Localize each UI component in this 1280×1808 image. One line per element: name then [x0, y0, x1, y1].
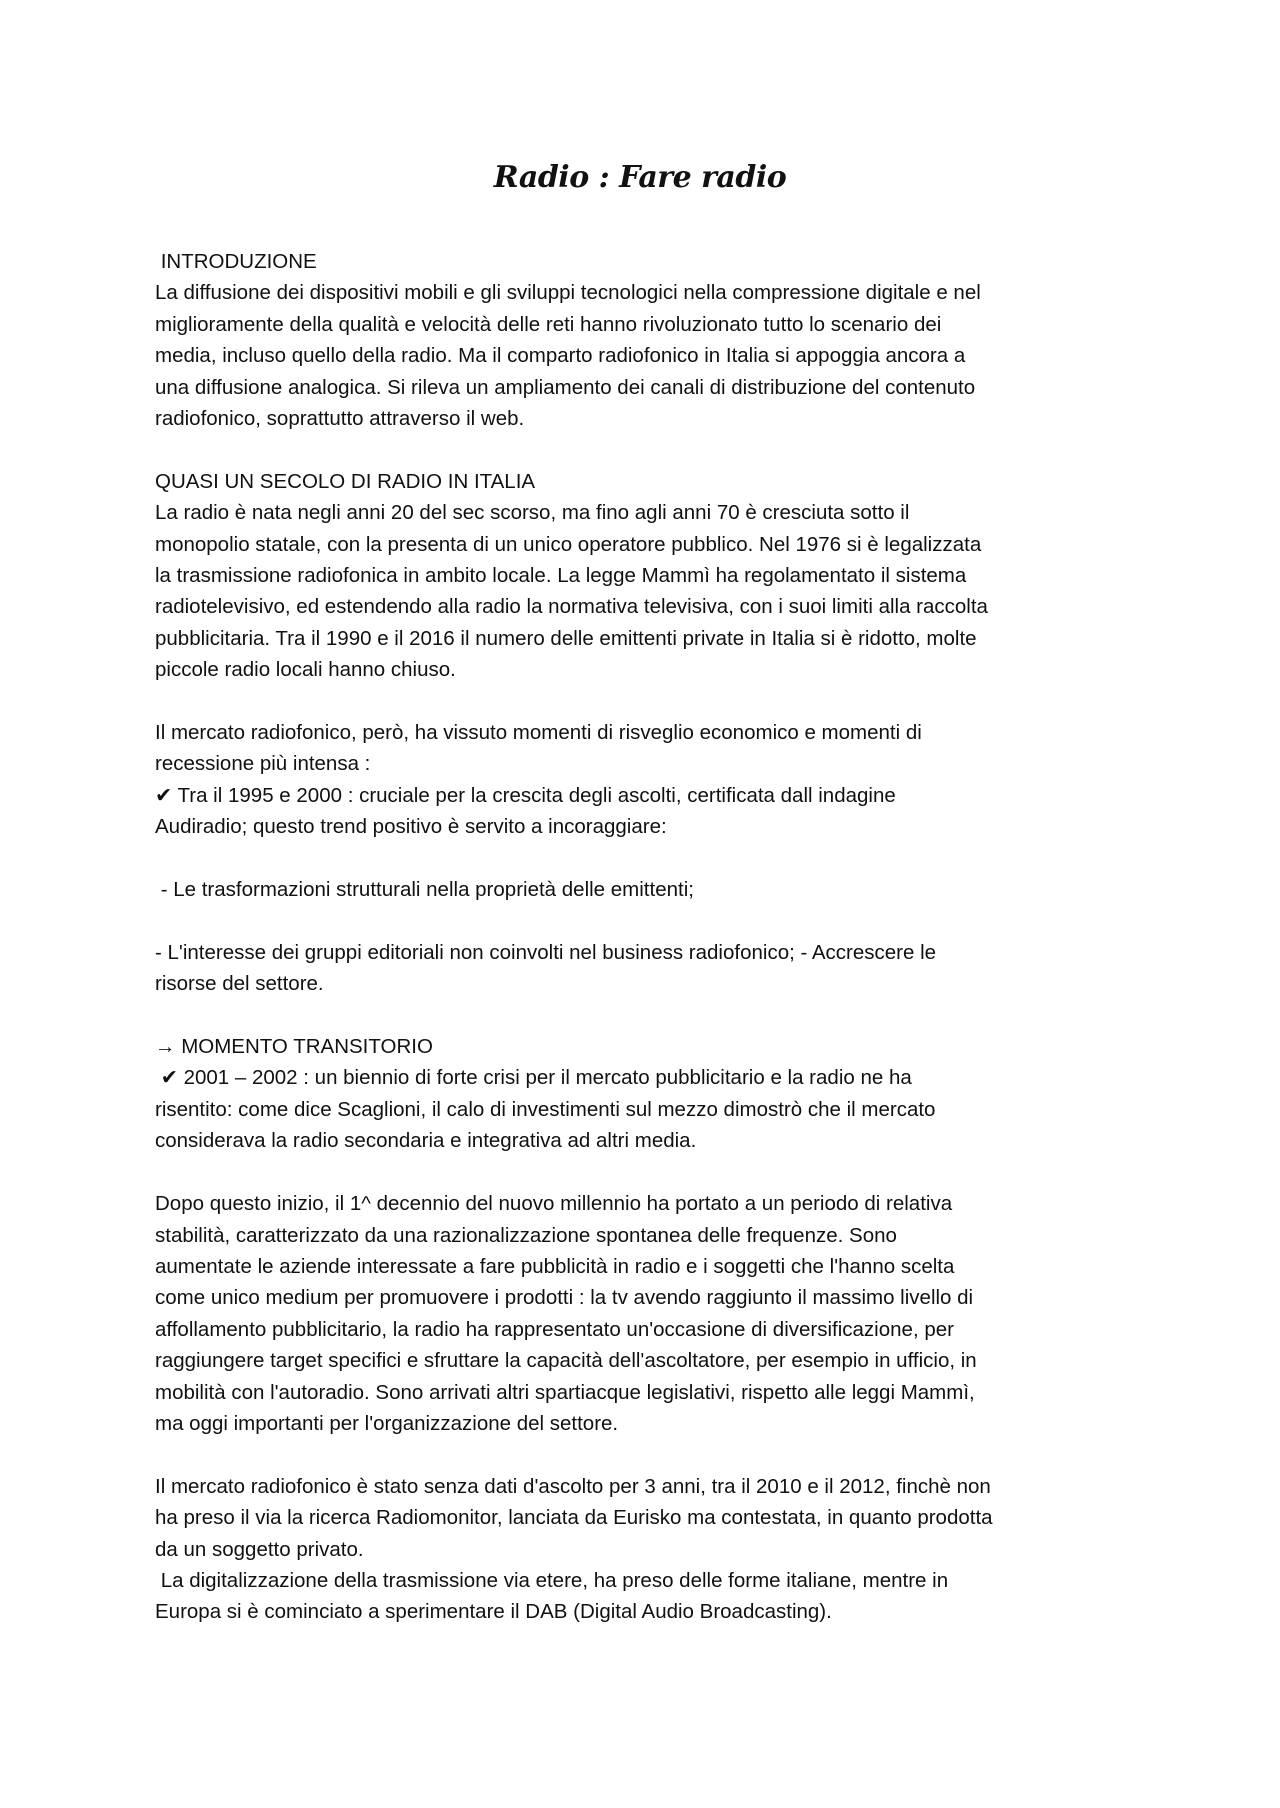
- text-line: Audiradio; questo trend positivo è servito a incoraggiare:: [155, 815, 667, 839]
- text-line: radiotelevisivo, ed estendendo alla radio la normativa televisiva, con i suoi limiti alla raccolta: [155, 595, 988, 619]
- document-title: Radio : Fare radio: [493, 160, 787, 195]
- checkmark-item: ✔ 2001 – 2002 : un biennio di forte crisi per il mercato pubblicitario e la radio ne ha: [155, 1066, 912, 1090]
- text-line: considerava la radio secondaria e integrativa ad altri media.: [155, 1129, 697, 1153]
- text-line: ma oggi importanti per l'organizzazione del settore.: [155, 1411, 619, 1435]
- section-heading-introduzione: INTRODUZIONE: [155, 250, 317, 273]
- text-line: La diffusione dei dispositivi mobili e gli sviluppi tecnologici nella compressione digitale e nel: [155, 281, 981, 305]
- text-line: la trasmissione radiofonica in ambito locale. La legge Mammì ha regolamentato il sistema: [155, 564, 967, 588]
- text-line: media, incluso quello della radio. Ma il comparto radiofonico in Italia si appoggia ancora a: [155, 344, 966, 368]
- text-line: ha preso il via la ricerca Radiomonitor, lanciata da Eurisko ma contestata, in quanto prodotta: [155, 1506, 993, 1530]
- text-line: raggiungere target specifici e sfruttare la capacità dell'ascoltatore, per esempio in ufficio, in: [155, 1349, 977, 1373]
- text-line: Europa si è cominciato a sperimentare il DAB (Digital Audio Broadcasting).: [155, 1600, 832, 1624]
- blank-line: [155, 905, 1135, 936]
- text-line: radiofonico, soprattutto attraverso il web.: [155, 407, 525, 431]
- text-line: recessione più intensa :: [155, 752, 371, 776]
- text-line: stabilità, caratterizzato da una razionalizzazione spontanea delle frequenze. Sono: [155, 1223, 897, 1247]
- text-line: risorse del settore.: [155, 972, 324, 996]
- text-line: pubblicitaria. Tra il 1990 e il 2016 il numero delle emittenti private in Italia si è ridotto, molte: [155, 626, 977, 650]
- text-line: Il mercato radiofonico è stato senza dati d'ascolto per 3 anni, tra il 2010 e il 2012, finchè non: [155, 1474, 991, 1498]
- text-line: monopolio statale, con la presenta di un unico operatore pubblico. Nel 1976 si è legalizzata: [155, 532, 982, 556]
- blank-line: [155, 686, 1135, 717]
- blank-line: [155, 1439, 1135, 1470]
- text-line: mobilità con l'autoradio. Sono arrivati altri spartiacque legislativi, rispetto alle leggi Mammì,: [155, 1380, 975, 1404]
- text-line: risentito: come dice Scaglioni, il calo di investimenti sul mezzo dimostrò che il mercato: [155, 1097, 936, 1121]
- text-line: Dopo questo inizio, il 1^ decennio del nuovo millennio ha portato a un periodo di relativa: [155, 1192, 953, 1216]
- section-heading-secolo-radio: QUASI UN SECOLO DI RADIO IN ITALIA: [155, 469, 536, 493]
- text-line: piccole radio locali hanno chiuso.: [155, 658, 456, 682]
- text-line: da un soggetto privato.: [155, 1537, 364, 1561]
- section-heading-momento-transitorio: → MOMENTO TRANSITORIO: [155, 1035, 433, 1059]
- text-line: come unico medium per promuovere i prodotti : la tv avendo raggiunto il massimo livello di: [155, 1286, 974, 1310]
- text-line: La digitalizzazione della trasmissione via etere, ha preso delle forme italiane, mentre in: [155, 1568, 949, 1592]
- text-line: una diffusione analogica. Si rileva un ampliamento dei canali di distribuzione del contenuto: [155, 375, 976, 399]
- text-line: affollamento pubblicitario, la radio ha rappresentato un'occasione di diversificazione, per: [155, 1317, 954, 1341]
- blank-line: [155, 843, 1135, 874]
- document-body: [155, 246, 1135, 1628]
- text-line: Il mercato radiofonico, però, ha vissuto momenti di risveglio economico e momenti di: [155, 721, 922, 745]
- checkmark-item: ✔ Tra il 1995 e 2000 : cruciale per la crescita degli ascolti, certificata dall indagine: [155, 783, 896, 807]
- list-item: - Le trasformazioni strutturali nella proprietà delle emittenti;: [155, 878, 694, 902]
- list-item: - L'interesse dei gruppi editoriali non coinvolti nel business radiofonico; - Accrescere le: [155, 940, 937, 964]
- text-line: aumentate le aziende interessate a fare pubblicità in radio e i soggetti che l'hanno scelta: [155, 1254, 955, 1278]
- text-line: miglioramente della qualità e velocità delle reti hanno rivoluzionato tutto lo scenario dei: [155, 312, 942, 336]
- text-line: La radio è nata negli anni 20 del sec scorso, ma fino agli anni 70 è cresciuta sotto il: [155, 501, 910, 525]
- blank-line: [155, 434, 1135, 465]
- blank-line: [155, 1000, 1135, 1031]
- blank-line: [155, 1157, 1135, 1188]
